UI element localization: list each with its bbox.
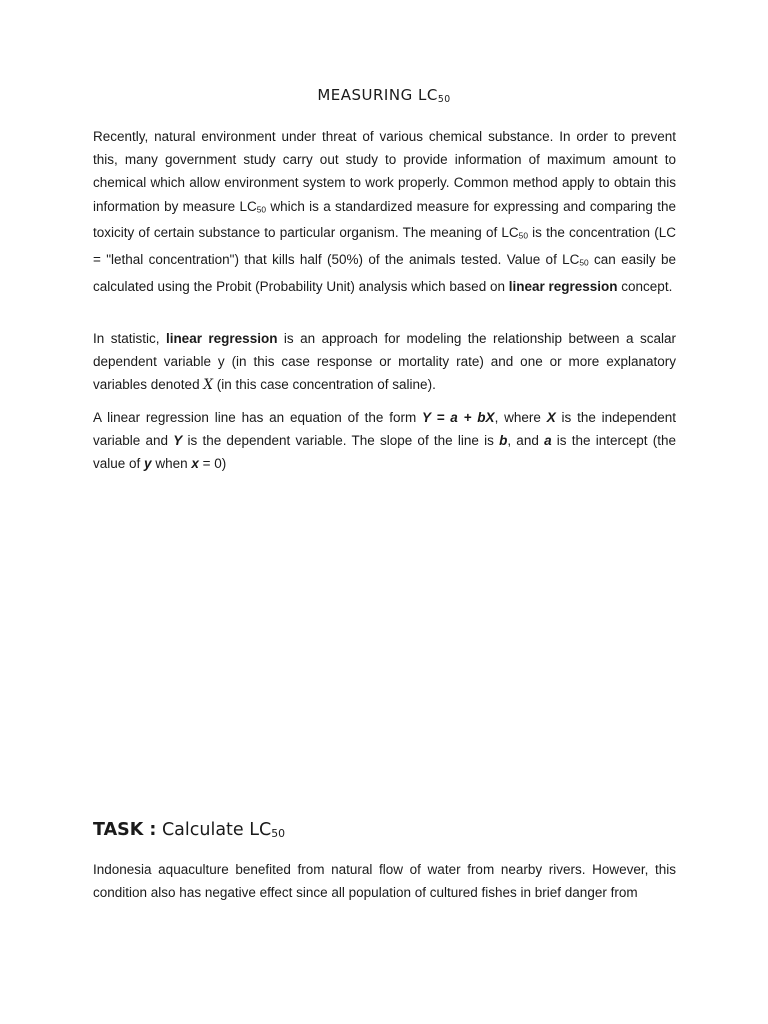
equation-paragraph: A linear regression line has an equation of the form Y = a + bX, where X is the independent variable and Y is the dependent variable. The slope of the line is b, and a is the intercept (the value of y when x = 0) bbox=[93, 410, 677, 472]
linear-regression-paragraph: In statistic, linear regression is an approach for modeling the relationship between a scalar dependent variable y (in this case response or mortality rate) and one or more explanatory variables denoted X (in this case concentration of saline). bbox=[93, 331, 676, 394]
task-paragraph: Indonesia aquaculture benefited from natural flow of water from nearby rivers. However, this condition also has negative effect since all population of cultured fishes in brief danger from bbox=[93, 862, 676, 901]
task-heading: TASK : Calculate $LC_{50}$ bbox=[93, 820, 286, 841]
page-title: MEASURING $LC_{50}$ bbox=[317, 86, 451, 105]
intro-paragraph: Recently, natural environment under threat of various chemical substance. In order to prevent this, many government study carry out study to provide information of maximum amount to chemical which allow environment system to work properly. Common method apply to obtain this information by measure $LC_{50}$ which is a standardized measure for expressing and comparing the toxicity of certain substance to particular organism. The meaning of $LC_{50}$ is the concentration (LC = "lethal concentration") that kills half (50%) of the animals tested. Value of $LC_{50}$ can easily be calculated using the Probit (Probability Unit) analysis which based on linear regression concept. bbox=[93, 129, 677, 295]
